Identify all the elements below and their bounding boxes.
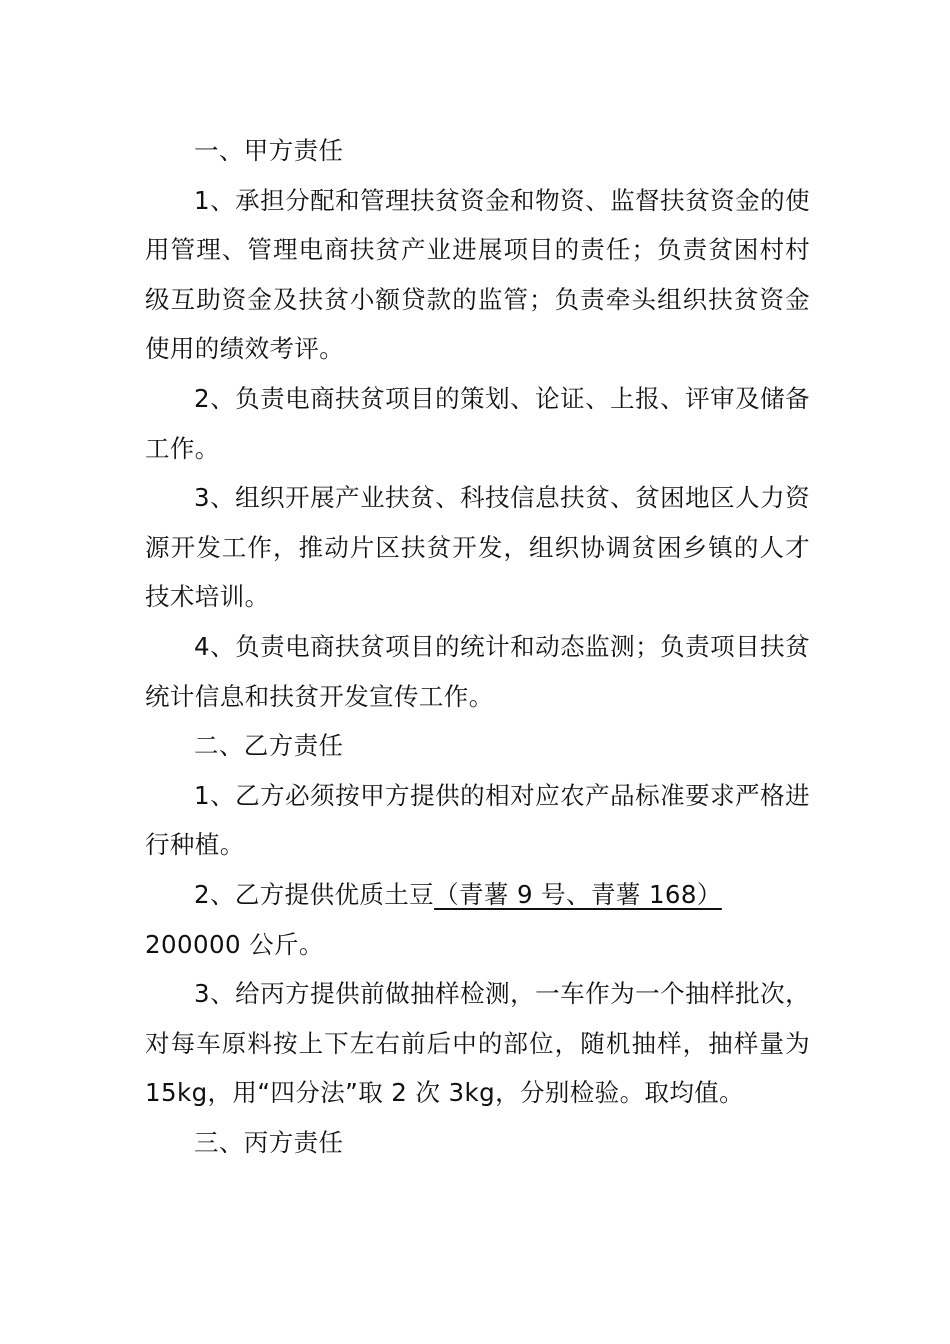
potato-variety-underlined: （青薯 9 号、青薯 168） [434, 879, 722, 909]
party-a-item-2: 2、负责电商扶贫项目的策划、论证、上报、评审及储备工作。 [145, 383, 810, 463]
section-heading-party-c: 三、丙方责任 [194, 1127, 344, 1157]
section-heading-party-b: 二、乙方责任 [194, 731, 344, 761]
party-b-item-2-quantity: 200000 公斤。 [145, 929, 324, 959]
party-a-item-4: 4、负责电商扶贫项目的统计和动态监测；负责项目扶贫统计信息和扶贫开发宣传工作。 [145, 631, 810, 711]
party-b-item-1: 1、乙方必须按甲方提供的相对应农产品标准要求严格进行种植。 [145, 780, 810, 860]
document-body [145, 126, 810, 1167]
party-b-item-2 [145, 870, 810, 969]
party-a-item-1: 1、承担分配和管理扶贫资金和物资、监督扶贫资金的使用管理、管理电商扶贫产业进展项目的责任；负责贫困村村级互助资金及扶贫小额贷款的监管；负责牵头组织扶贫资金使用的绩效考评。 [145, 185, 810, 364]
party-a-item-3: 3、组织开展产业扶贫、科技信息扶贫、贫困地区人力资源开发工作，推动片区扶贫开发，组织协调贫困乡镇的人才技术培训。 [145, 483, 810, 612]
party-b-item-3: 3、给丙方提供前做抽样检测，一车作为一个抽样批次，对每车原料按上下左右前后中的部位，随机抽样，抽样量为 15kg，用“四分法”取 2 次 3kg，分别检验。取均值。 [145, 979, 810, 1108]
section-heading-party-a: 一、甲方责任 [194, 136, 344, 165]
party-b-item-2-prefix: 2、乙方提供优质土豆 [194, 879, 435, 909]
